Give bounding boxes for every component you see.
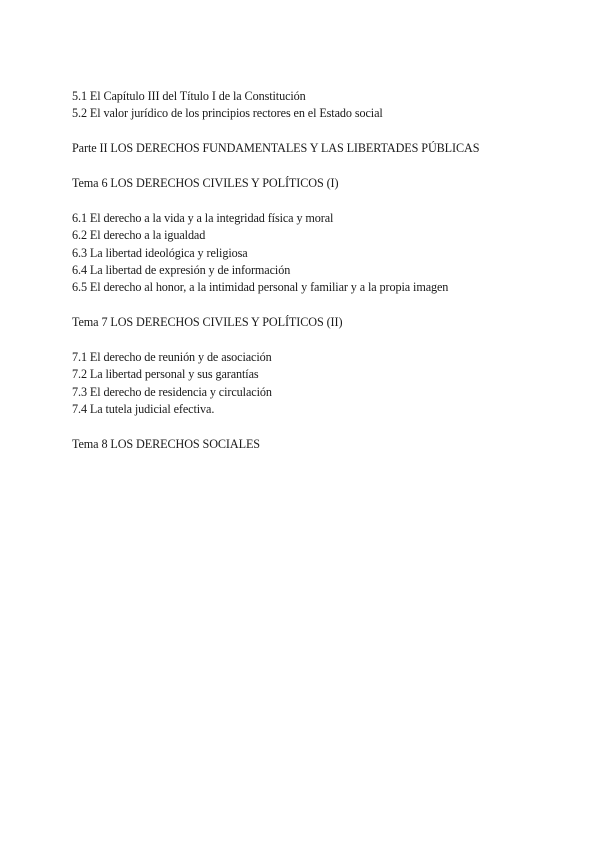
tema-7-heading: Tema 7 LOS DERECHOS CIVILES Y POLÍTICOS (II) <box>72 315 343 330</box>
spacer <box>72 332 572 349</box>
section-6-1: 6.1 El derecho a la vida y a la integridad física y moral <box>72 210 334 225</box>
section-7-4: 7.4 La tutela judicial efectiva. <box>72 402 215 417</box>
section-6-2: 6.2 El derecho a la igualdad <box>72 228 206 243</box>
tema-6-heading: Tema 6 LOS DERECHOS CIVILES Y POLÍTICOS (I) <box>72 176 339 190</box>
section-5-2: 5.2 El valor jurídico de los principios rectores en el Estado social <box>72 106 383 121</box>
section-7-1: 7.1 El derecho de reunión y de asociación <box>72 350 272 365</box>
section-6-5: 6.5 El derecho al honor, a la intimidad personal y familiar y a la propia imagen <box>72 280 449 295</box>
section-7-3: 7.3 El derecho de residencia y circulación <box>72 384 272 399</box>
spacer <box>72 297 572 314</box>
section-7-2: 7.2 La libertad personal y sus garantías <box>72 367 259 382</box>
section-6-4: 6.4 La libertad de expresión y de información <box>72 263 291 278</box>
spacer <box>72 158 572 175</box>
section-6-3: 6.3 La libertad ideológica y religiosa <box>72 245 248 260</box>
spacer <box>72 123 572 140</box>
tema-8-heading: Tema 8 LOS DERECHOS SOCIALES <box>72 437 260 452</box>
spacer <box>72 192 572 209</box>
spacer <box>72 419 572 436</box>
document-page <box>72 88 572 453</box>
section-5-1: 5.1 El Capítulo III del Título I de la Constitución <box>72 89 306 103</box>
part-2-heading: Parte II LOS DERECHOS FUNDAMENTALES Y LAS LIBERTADES PÚBLICAS <box>72 141 480 156</box>
